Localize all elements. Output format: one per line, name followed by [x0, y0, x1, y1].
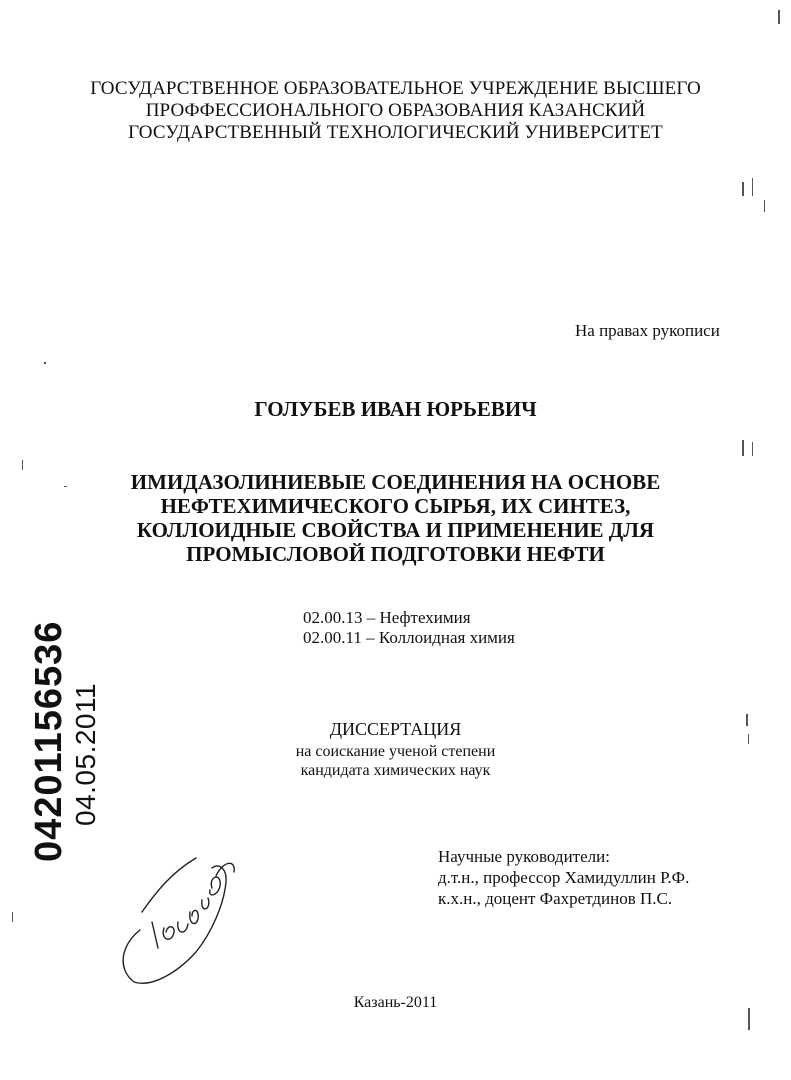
- supervisors-heading: Научные руководители:: [438, 847, 610, 866]
- scan-mark: [64, 486, 67, 487]
- scan-mark: [22, 460, 23, 470]
- scan-mark: [778, 10, 780, 24]
- scan-mark: [748, 734, 749, 744]
- title-line-4: ПРОМЫСЛОВОЙ ПОДГОТОВКИ НЕФТИ: [186, 542, 605, 566]
- institution-line-3: ГОСУДАРСТВЕННЫЙ ТЕХНОЛОГИЧЕСКИЙ УНИВЕРСИТЕТ: [128, 122, 663, 143]
- manuscript-note: На правах рукописи: [575, 321, 720, 340]
- scan-mark: [748, 1008, 750, 1030]
- scan-mark: [752, 442, 753, 456]
- specialty-2: 02.00.11 – Коллоидная химия: [303, 628, 515, 647]
- institution-line-1: ГОСУДАРСТВЕННОЕ ОБРАЗОВАТЕЛЬНОЕ УЧРЕЖДЕНИЕ ВЫСШЕГО: [90, 78, 701, 99]
- author-name: ГОЛУБЕВ ИВАН ЮРЬЕВИЧ: [254, 397, 537, 421]
- scan-mark: [44, 362, 46, 364]
- scan-mark: [752, 178, 753, 196]
- title-line-1: ИМИДАЗОЛИНИЕВЫЕ СОЕДИНЕНИЯ НА ОСНОВЕ: [130, 470, 661, 494]
- dissertation-line-2: кандидата химических наук: [300, 762, 491, 779]
- scan-mark: [746, 714, 748, 726]
- specialty-1: 02.00.13 – Нефтехимия: [303, 608, 471, 627]
- title-line-3: КОЛЛОИДНЫЕ СВОЙСТВА И ПРИМЕНЕНИЕ ДЛЯ: [136, 518, 655, 542]
- supervisor-2: к.х.н., доцент Фахретдинов П.С.: [438, 889, 673, 908]
- city-year: Казань-2011: [353, 994, 438, 1011]
- scan-mark: [764, 200, 765, 212]
- dissertation-line-1: на соискание ученой степени: [295, 743, 496, 760]
- scan-mark: [12, 912, 13, 922]
- registration-date: 04.05.2011: [70, 682, 101, 826]
- scan-mark: [742, 440, 744, 456]
- registration-number: 04201156536: [28, 620, 70, 862]
- institution-line-2: ПРОФФЕССИОНАЛЬНОГО ОБРАЗОВАНИЯ КАЗАНСКИЙ: [145, 100, 646, 121]
- supervisor-1: д.т.н., профессор Хамидуллин Р.Ф.: [438, 868, 690, 887]
- dissertation-heading: ДИССЕРТАЦИЯ: [329, 719, 462, 739]
- title-line-2: НЕФТЕХИМИЧЕСКОГО СЫРЬЯ, ИХ СИНТЕЗ,: [160, 494, 631, 518]
- scan-mark: [742, 182, 744, 196]
- signature: [112, 852, 242, 988]
